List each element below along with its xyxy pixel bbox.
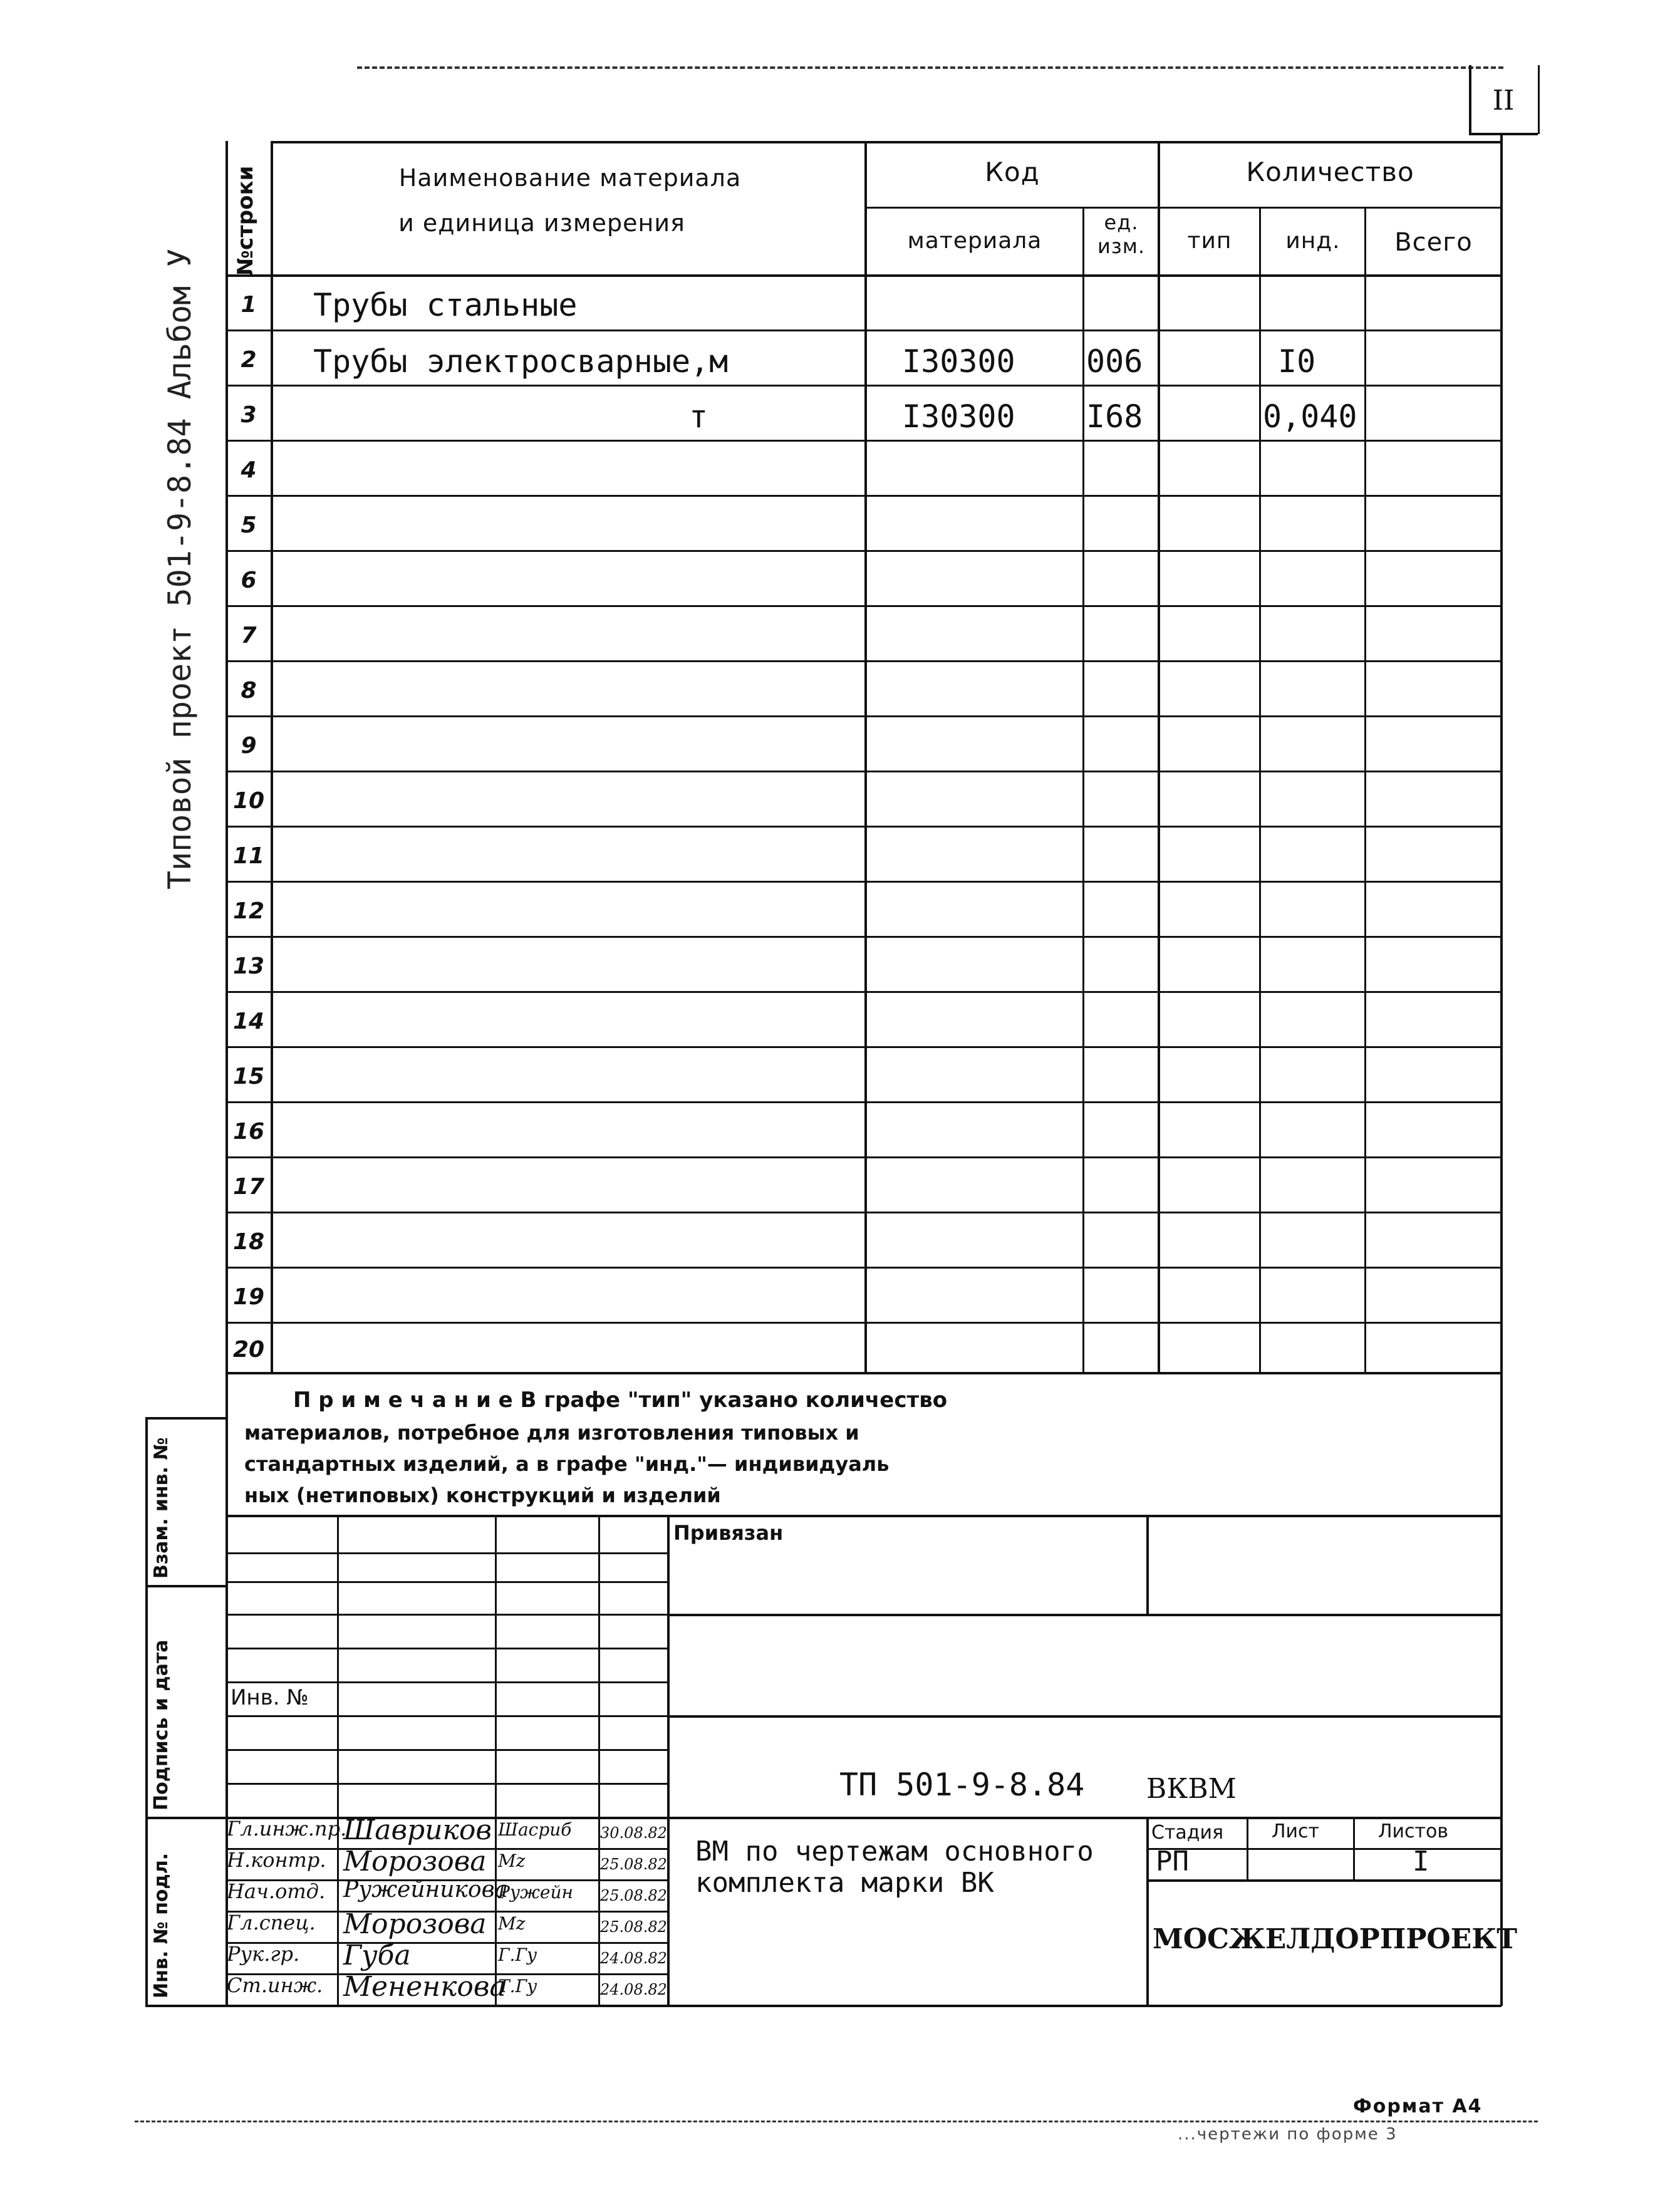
row-name: Трубы стальные [313, 287, 578, 323]
doc-title-line2: комплекта марки ВК [695, 1867, 994, 1899]
code-material-value: I30300 [902, 398, 1015, 435]
row-number: 11 [232, 843, 265, 869]
name-header-line2: и единица измерения [398, 209, 685, 237]
side-vzam-label: Взам. инв. № [150, 1437, 172, 1579]
signer-date: 25.08.82 [600, 1918, 667, 1936]
signer-signature: Т.Гу [498, 1976, 537, 1997]
row-name: Трубы электросварные,м [313, 343, 729, 380]
note-line: материалов, потребное для изготовления типовых и [244, 1421, 859, 1445]
signer-role: Рук.гр. [227, 1942, 300, 1966]
sheets-label: Листов [1378, 1820, 1449, 1842]
row-number: 7 [241, 623, 257, 648]
stage-value: РП [1156, 1846, 1189, 1877]
row-number: 1 [241, 292, 257, 318]
row-number: 19 [232, 1284, 265, 1310]
row-number: 16 [232, 1119, 265, 1145]
signer-role: Нач.отд. [227, 1879, 326, 1903]
signer-role: Н.контр. [227, 1848, 326, 1872]
right-border [1538, 65, 1540, 134]
organization: МОСЖЕЛДОРПРОЕКТ [1153, 1923, 1518, 1955]
side-label: Типовой проект 501-9-8.84 Альбом У [162, 248, 198, 890]
signer-signature: Ружейн [498, 1882, 573, 1903]
row-number: 6 [241, 568, 257, 593]
name-header-line1: Наименование материала [398, 164, 742, 192]
row-number: 15 [232, 1064, 265, 1089]
note-line: П р и м е ч а н и е В графе "тип" указано количество [293, 1388, 948, 1413]
doc-mark: ВКВМ [1146, 1773, 1237, 1805]
qty-total-header: Всего [1394, 228, 1473, 257]
row-number: 2 [241, 347, 257, 373]
sheets-value: I [1413, 1846, 1429, 1877]
signer-signature: Мz [498, 1913, 526, 1934]
signer-name: Мененкова [343, 1971, 506, 2003]
row-number: 18 [232, 1229, 265, 1255]
signer-role: Гл.спец. [227, 1911, 316, 1934]
stage-label: Стадия [1151, 1822, 1224, 1844]
signer-name: Шавриков [343, 1814, 492, 1846]
side-inv-label: Инв. № подл. [150, 1852, 172, 1998]
row-number: 17 [232, 1174, 265, 1200]
code-material-header: материала [907, 228, 1042, 254]
row-number: 5 [241, 512, 257, 538]
format-label: Формат А4 [1353, 2095, 1483, 2117]
bottom-border [135, 2121, 1538, 2122]
signer-name: Морозова [343, 1908, 487, 1940]
code-material-value: I30300 [902, 343, 1015, 380]
signer-name: Губа [343, 1939, 411, 1971]
page-number-box [1469, 65, 1471, 133]
row-number: 20 [232, 1337, 265, 1363]
row-number: 14 [232, 1009, 265, 1034]
note-line: ных (нетиповых) конструкций и изделий [244, 1483, 721, 1507]
qty-type-header: тип [1187, 228, 1232, 254]
row-number: 12 [232, 898, 265, 924]
note-line: стандартных изделий, а в графе "инд."— индивидуаль [244, 1452, 890, 1476]
sheet-label: Лист [1272, 1820, 1320, 1842]
row-number: 3 [241, 402, 257, 428]
signer-name: Ружейникова [343, 1877, 509, 1903]
signer-date: 30.08.82 [600, 1824, 667, 1842]
signer-name: Морозова [343, 1846, 487, 1877]
signer-date: 25.08.82 [600, 1856, 667, 1873]
row-number: 9 [241, 733, 257, 759]
signer-role: Гл.инж.пр. [227, 1817, 347, 1841]
signer-signature: Мz [498, 1851, 526, 1871]
inv-no-label: Инв. № [231, 1685, 309, 1710]
signer-signature: Шасриб [498, 1819, 572, 1840]
doc-title-line1: ВМ по чертежам основного [695, 1836, 1094, 1867]
page-number: II [1492, 85, 1515, 117]
code-unit-value: I68 [1086, 398, 1143, 435]
signer-role: Ст.инж. [227, 1973, 323, 1997]
signer-date: 24.08.82 [600, 1981, 667, 1998]
top-border [357, 66, 1503, 69]
qty-ind-value: I0 [1278, 343, 1316, 380]
row-number: 13 [232, 953, 265, 979]
footer-text: ...чертежи по форме 3 [1178, 2125, 1398, 2144]
qty-ind-value: 0,040 [1263, 398, 1357, 435]
row-number: 8 [241, 678, 257, 704]
row-number: 10 [232, 788, 265, 814]
row-number: 4 [241, 457, 257, 483]
rownum-header: №строки [233, 165, 258, 276]
signer-date: 24.08.82 [600, 1950, 667, 1967]
signer-signature: Г.Гу [498, 1945, 537, 1965]
qty-header: Количество [1246, 157, 1414, 187]
privyazan-label: Привязан [673, 1521, 784, 1545]
row-name: т [689, 398, 708, 435]
code-unit-value: 006 [1086, 343, 1143, 380]
code-header: Код [985, 157, 1040, 187]
code-unit-header: ед. изм. [1097, 210, 1146, 258]
qty-ind-header: инд. [1285, 228, 1341, 254]
doc-code: ТП 501-9-8.84 [839, 1767, 1085, 1803]
signer-date: 25.08.82 [600, 1887, 667, 1904]
side-podpis-label: Подпись и дата [150, 1639, 172, 1810]
